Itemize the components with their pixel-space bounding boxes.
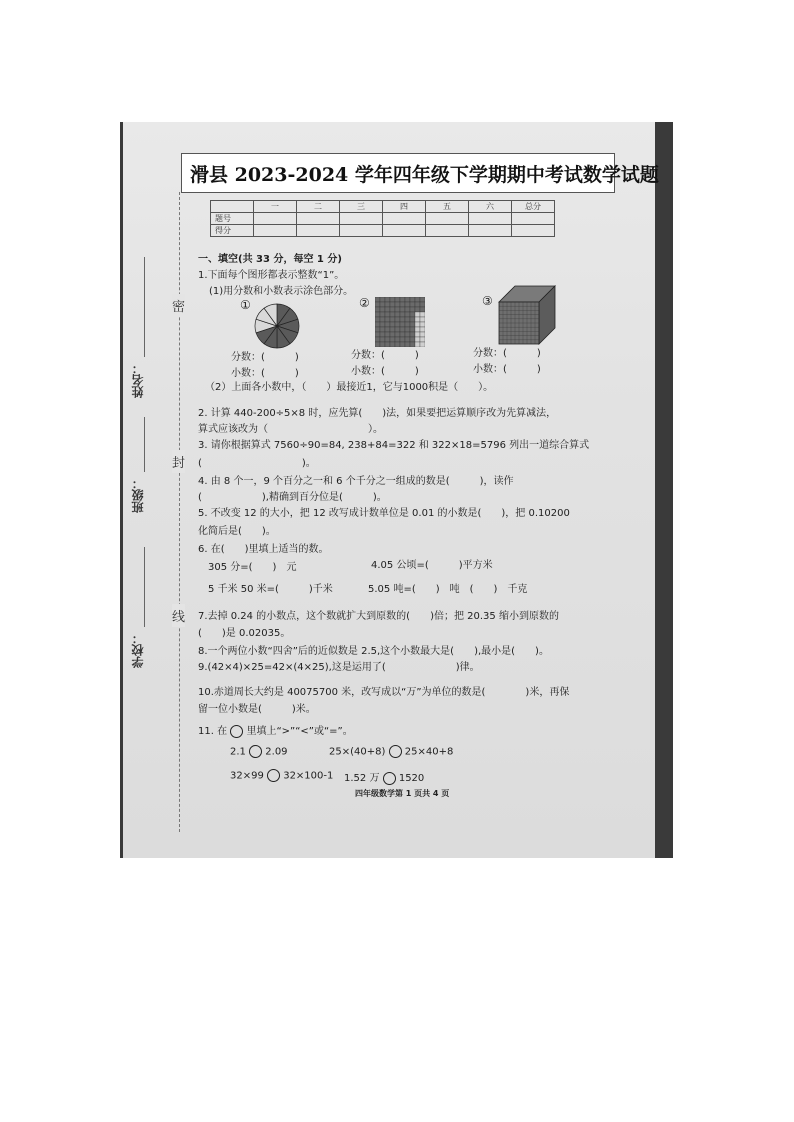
grid-cell bbox=[375, 312, 380, 317]
grid-cell bbox=[385, 297, 390, 302]
grid-cell bbox=[420, 312, 425, 317]
grid-cell bbox=[395, 302, 400, 307]
compare-left: 2.1 bbox=[230, 746, 246, 758]
grid-cell bbox=[415, 327, 420, 332]
question-2-line1: 2. 计算 440-200÷5×8 时，应先算( )法，如果要把运算顺序改为先算减法， bbox=[198, 408, 557, 419]
page-title: 滑县 2023-2024 学年四年级下学期期中考试数学试题 bbox=[190, 163, 659, 186]
seal-mark-mi: 密 bbox=[172, 294, 185, 317]
grid-cell bbox=[385, 337, 390, 342]
compare-circle-icon[interactable] bbox=[383, 772, 396, 785]
grid-cell bbox=[410, 307, 415, 312]
compare-item bbox=[230, 745, 288, 758]
question-11-stem bbox=[198, 722, 353, 738]
score-row-label: 题号 bbox=[211, 213, 254, 225]
compare-right: 25×40+8 bbox=[404, 746, 454, 758]
question-5-line1: 5. 不改变 12 的大小，把 12 改写成计数单位是 0.01 的小数是( )，把 0.10200 bbox=[198, 508, 570, 519]
grid-figure bbox=[375, 297, 425, 347]
grid-cell bbox=[405, 327, 410, 332]
question-4-line1: 4. 由 8 个一，9 个百分之一和 6 个千分之一组成的数是( )，读作 bbox=[198, 476, 514, 487]
score-header-cell: 五 bbox=[426, 201, 469, 213]
grid-cell bbox=[375, 302, 380, 307]
grid-cell bbox=[420, 302, 425, 307]
question-10-line1: 10.赤道周长大约是 40075700 米，改写成以“万”为单位的数是( )米，再保 bbox=[198, 687, 570, 698]
score-row-number bbox=[211, 213, 555, 225]
question-7-line1: 7.去掉 0.24 的小数点，这个数就扩大到原数的( )倍；把 20.35 缩小到原数的 bbox=[198, 611, 559, 622]
figure-2-label: ② bbox=[359, 296, 370, 310]
school-label: 学校： bbox=[131, 632, 145, 668]
decimal-answer-3: 小数：( ) bbox=[473, 364, 541, 375]
grid-cell bbox=[375, 317, 380, 322]
grid-cell bbox=[420, 332, 425, 337]
compare-item bbox=[329, 745, 453, 758]
grid-cell bbox=[415, 297, 420, 302]
title-box bbox=[181, 153, 659, 193]
grid-cell bbox=[400, 297, 405, 302]
compare-left: 25×(40+8) bbox=[329, 746, 386, 758]
grid-cell bbox=[415, 317, 420, 322]
compare-circle-icon bbox=[230, 725, 243, 738]
name-label: 姓名： bbox=[131, 362, 145, 398]
seal-mark-feng: 封 bbox=[172, 450, 185, 473]
grid-cell bbox=[415, 312, 420, 317]
grid-cell bbox=[415, 332, 420, 337]
question-7-line2: ( )是 0.02035。 bbox=[198, 628, 291, 639]
fraction-answer-3: 分数：( ) bbox=[473, 348, 541, 359]
class-label: 班级： bbox=[131, 477, 145, 513]
compare-right: 32×100-1 bbox=[283, 770, 334, 782]
grid-cell bbox=[390, 322, 395, 327]
grid-cell bbox=[385, 312, 390, 317]
score-header-row bbox=[211, 201, 555, 213]
grid-cell bbox=[405, 307, 410, 312]
grid-cell bbox=[410, 327, 415, 332]
grid-cell bbox=[395, 297, 400, 302]
grid-cell bbox=[400, 332, 405, 337]
grid-cell bbox=[400, 317, 405, 322]
compare-item bbox=[344, 769, 424, 785]
score-header-cell: 六 bbox=[469, 201, 512, 213]
grid-cell bbox=[375, 322, 380, 327]
grid-cell bbox=[390, 307, 395, 312]
grid-cell bbox=[410, 312, 415, 317]
grid-cell bbox=[380, 297, 385, 302]
grid-cell bbox=[390, 327, 395, 332]
grid-cell bbox=[385, 302, 390, 307]
grid-cell bbox=[380, 332, 385, 337]
question-3-line1: 3. 请你根据算式 7560÷90=84, 238+84=322 和 322×18=5796 列出一道综合算式 bbox=[198, 440, 590, 451]
grid-cell bbox=[375, 307, 380, 312]
grid-cell bbox=[415, 307, 420, 312]
name-line bbox=[144, 257, 145, 357]
grid-cell bbox=[390, 337, 395, 342]
decimal-answer-2: 小数：( ) bbox=[351, 366, 419, 377]
exam-paper bbox=[123, 122, 659, 858]
grid-cell bbox=[375, 337, 380, 342]
exam-photo bbox=[120, 122, 673, 858]
grid-cell bbox=[420, 307, 425, 312]
score-row-label: 得分 bbox=[211, 225, 254, 237]
compare-circle-icon[interactable] bbox=[267, 769, 280, 782]
grid-cell bbox=[380, 302, 385, 307]
grid-cell bbox=[395, 322, 400, 327]
grid-cell bbox=[395, 307, 400, 312]
grid-cell bbox=[420, 337, 425, 342]
compare-circle-icon[interactable] bbox=[249, 745, 262, 758]
seal-mark-xian: 线 bbox=[172, 604, 185, 627]
circle-figure bbox=[253, 302, 301, 350]
compare-circle-icon[interactable] bbox=[389, 745, 402, 758]
grid-cell bbox=[395, 332, 400, 337]
grid-cell bbox=[400, 312, 405, 317]
fraction-answer-2: 分数：( ) bbox=[351, 350, 419, 361]
question-6-c: 5 千米 50 米=( )千米 bbox=[208, 584, 333, 595]
grid-cell bbox=[390, 302, 395, 307]
question-5-line2: 化简后是( )。 bbox=[198, 526, 276, 537]
question-2-line2: 算式应该改为（ ）。 bbox=[198, 424, 383, 435]
page-footer: 四年级数学第 1 页共 4 页 bbox=[355, 789, 450, 798]
figure-1-label: ① bbox=[240, 298, 251, 312]
grid-cell bbox=[375, 297, 380, 302]
question-1-stem: 1.下面每个图形都表示整数“1”。 bbox=[198, 270, 345, 281]
score-row-score bbox=[211, 225, 555, 237]
grid-cell bbox=[410, 302, 415, 307]
question-1-sub2: （2）上面各小数中，（ ）最接近1，它与1000积是（ ）。 bbox=[205, 382, 494, 393]
compare-right: 2.09 bbox=[265, 746, 288, 758]
grid-cell bbox=[410, 317, 415, 322]
question-10-line2: 留一位小数是( )米。 bbox=[198, 704, 316, 715]
grid-cell bbox=[380, 317, 385, 322]
figure-3-label: ③ bbox=[482, 294, 493, 308]
grid-cell bbox=[375, 332, 380, 337]
school-line bbox=[144, 547, 145, 627]
question-6-stem: 6. 在( )里填上适当的数。 bbox=[198, 544, 329, 555]
compare-left: 1.52 万 bbox=[344, 773, 380, 784]
section-heading: 一、填空(共 33 分，每空 1 分) bbox=[198, 254, 342, 265]
grid-cell bbox=[420, 317, 425, 322]
grid-cell bbox=[420, 327, 425, 332]
grid-cell bbox=[400, 307, 405, 312]
grid-cell bbox=[405, 322, 410, 327]
grid-cell bbox=[415, 302, 420, 307]
grid-cell bbox=[385, 322, 390, 327]
grid-cell bbox=[380, 312, 385, 317]
grid-cell bbox=[405, 312, 410, 317]
grid-cell bbox=[400, 302, 405, 307]
grid-cell bbox=[420, 342, 425, 347]
grid-cell bbox=[405, 302, 410, 307]
question-3-line2: ( )。 bbox=[198, 458, 316, 469]
question-9: 9.(42×4)×25=42×(4×25),这是运用了( )律。 bbox=[198, 662, 480, 673]
question-11-stem-pre: 11. 在 bbox=[198, 726, 228, 737]
grid-cell bbox=[415, 337, 420, 342]
grid-cell bbox=[390, 297, 395, 302]
grid-cell bbox=[410, 322, 415, 327]
score-header-cell: 总分 bbox=[512, 201, 555, 213]
compare-left: 32×99 bbox=[230, 770, 264, 782]
compare-item bbox=[230, 769, 333, 782]
score-table bbox=[210, 200, 555, 237]
grid-cell bbox=[385, 327, 390, 332]
grid-cell bbox=[375, 327, 380, 332]
question-1-sub1: (1)用分数和小数表示涂色部分。 bbox=[209, 286, 354, 297]
grid-cell bbox=[420, 297, 425, 302]
grid-cell bbox=[405, 317, 410, 322]
grid-cell bbox=[385, 332, 390, 337]
score-header-cell bbox=[211, 201, 254, 213]
question-8: 8.一个两位小数“四舍”后的近似数是 2.5,这个小数最大是( ),最小是( )。 bbox=[198, 646, 549, 657]
grid-cell bbox=[385, 307, 390, 312]
grid-cell bbox=[400, 322, 405, 327]
binding-dashed-line bbox=[179, 192, 180, 832]
grid-cell bbox=[415, 322, 420, 327]
grid-cell bbox=[380, 327, 385, 332]
grid-cell bbox=[395, 317, 400, 322]
grid-cell bbox=[405, 332, 410, 337]
question-4-line2: ( ),精确到百分位是( )。 bbox=[198, 492, 387, 503]
score-header-cell: 四 bbox=[383, 201, 426, 213]
grid-cell bbox=[405, 337, 410, 342]
grid-cell bbox=[380, 337, 385, 342]
cube-figure bbox=[497, 284, 557, 346]
grid-cell bbox=[395, 337, 400, 342]
grid-cell bbox=[410, 332, 415, 337]
score-header-cell: 一 bbox=[254, 201, 297, 213]
grid-cell bbox=[410, 337, 415, 342]
question-6-d: 5.05 吨=( ) 吨 ( ) 千克 bbox=[368, 584, 528, 595]
grid-cell bbox=[400, 327, 405, 332]
question-6-b: 4.05 公顷=( )平方米 bbox=[371, 560, 493, 571]
grid-cell bbox=[390, 332, 395, 337]
score-header-cell: 二 bbox=[297, 201, 340, 213]
grid-cell bbox=[380, 307, 385, 312]
class-line bbox=[144, 417, 145, 472]
question-6-a: 305 分=( ) 元 bbox=[208, 562, 297, 573]
grid-cell bbox=[400, 337, 405, 342]
grid-cell bbox=[385, 317, 390, 322]
grid-cell bbox=[380, 322, 385, 327]
grid-cell bbox=[405, 297, 410, 302]
decimal-answer-1: 小数：( ) bbox=[231, 368, 299, 379]
compare-right: 1520 bbox=[398, 773, 425, 784]
question-11-stem-post: 里填上“>”“<”或“=”。 bbox=[246, 726, 353, 737]
grid-cell bbox=[395, 312, 400, 317]
grid-cell bbox=[395, 327, 400, 332]
fraction-answer-1: 分数：( ) bbox=[231, 352, 299, 363]
grid-cell bbox=[420, 322, 425, 327]
grid-cell bbox=[390, 317, 395, 322]
grid-cell bbox=[410, 297, 415, 302]
score-header-cell: 三 bbox=[340, 201, 383, 213]
grid-cell bbox=[390, 312, 395, 317]
